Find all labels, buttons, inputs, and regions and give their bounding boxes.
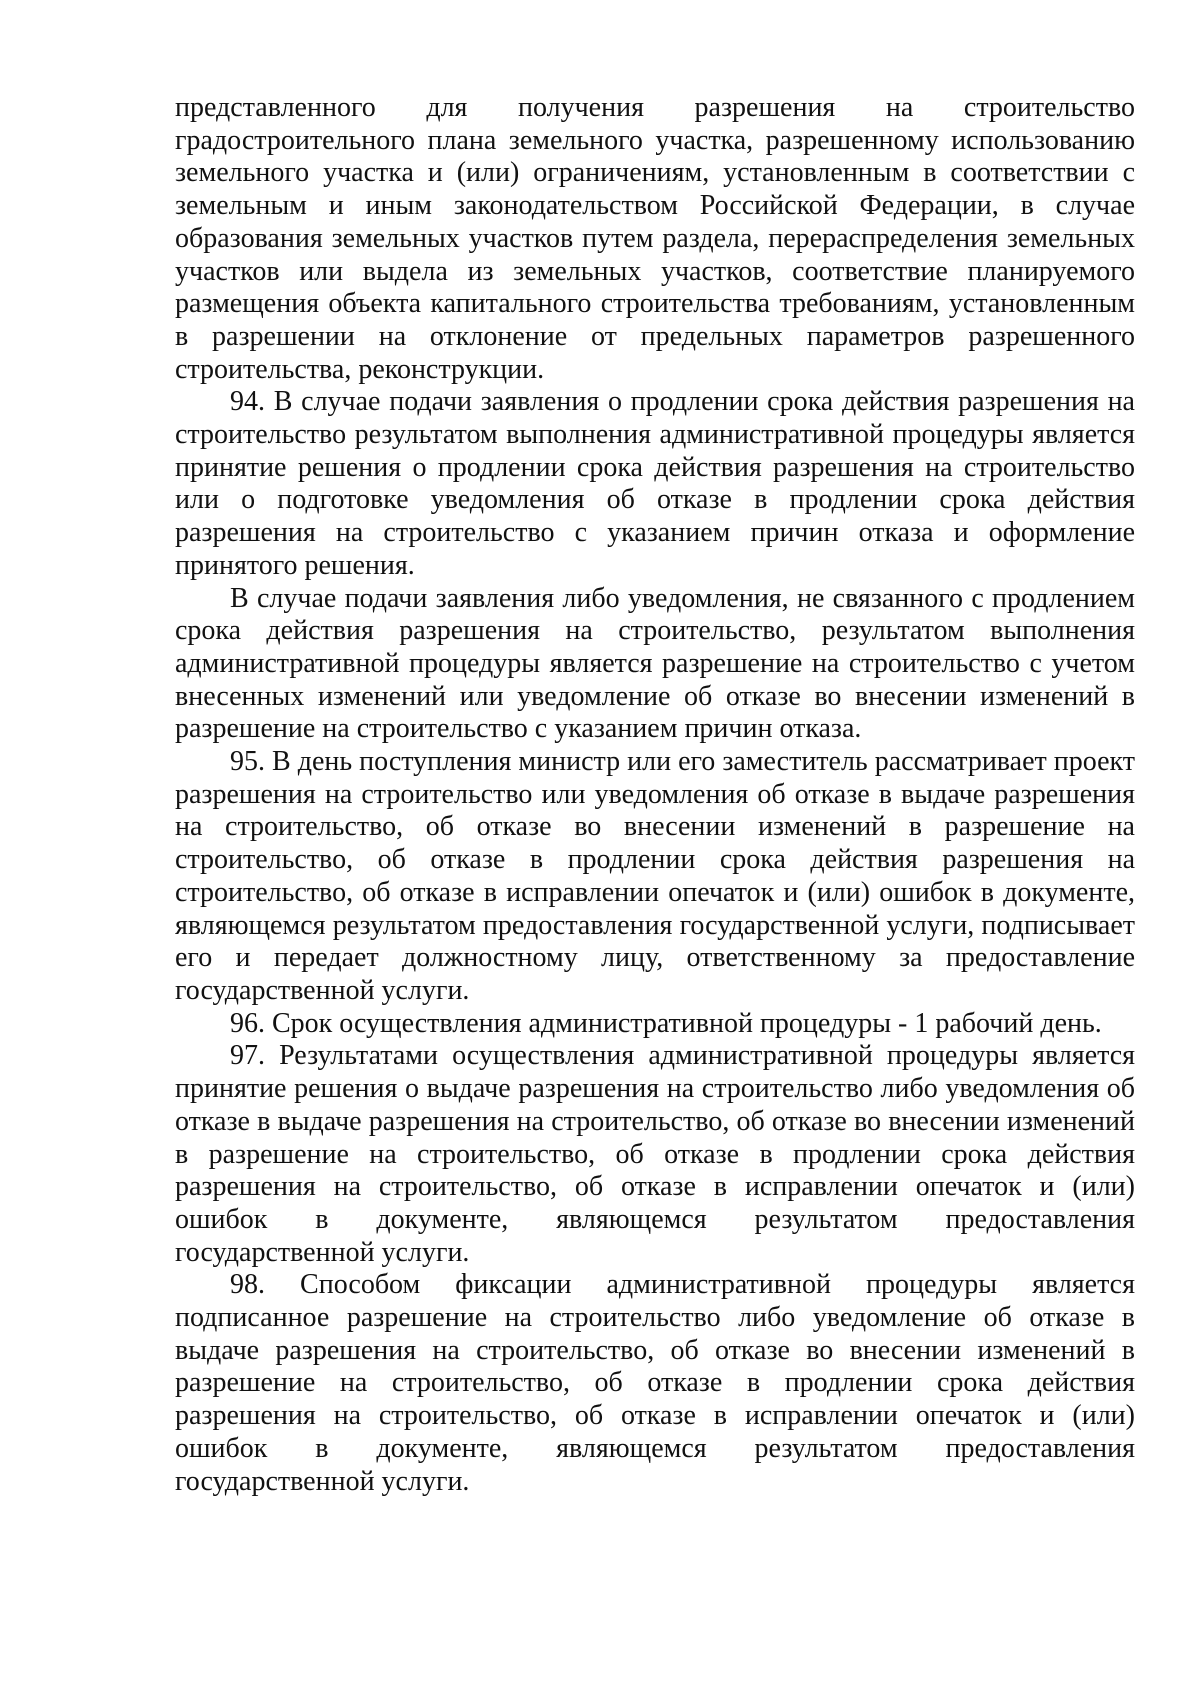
paragraph-94: 94. В случае подачи заявления о продлении срока действия разрешения на строительство результатом выполнения административной процедуры является принятие решения о продлении срока действия разрешения на строительство или о подготовке уведомления об отказе в продлении срока действия разрешения на строительство с указанием причин отказа и оформление принятого решения. [175, 386, 1135, 581]
paragraph-96: 96. Срок осуществления административной процедуры - 1 рабочий день. [230, 1007, 1102, 1039]
paragraph-98: 98. Способом фиксации административной процедуры является подписанное разрешение на строительство либо уведомление об отказе в выдаче разрешения на строительство, об отказе во внесении изменений в разрешение на строительство, об отказе в продлении срока действия разрешения на строительство, об отказе в исправлении опечаток и (или) ошибок в документе, являющемся результатом предоставления государственной услуги. [175, 1269, 1135, 1497]
paragraph-97: 97. Результатами осуществления административной процедуры является принятие решения о выдаче разрешения на строительство либо уведомления об отказе в выдаче разрешения на строительство, об отказе во внесении изменений в разрешение на строительство, об отказе в продлении срока действия разрешения на строительство, об отказе в исправлении опечаток и (или) ошибок в документе, являющемся результатом предоставления государственной услуги. [175, 1040, 1135, 1268]
paragraph-94-continued: В случае подачи заявления либо уведомления, не связанного с продлением срока действия разрешения на строительство, результатом выполнения административной процедуры является разрешение на строительство с учетом внесенных изменений или уведомление об отказе во внесении изменений в разрешение на строительство с указанием причин отказа. [175, 582, 1135, 745]
paragraph-continuation: представленного для получения разрешения на строительство градостроительного плана земельного участка, разрешенному использованию земельного участка и (или) ограничениям, установленным в соответствии с земельным и иным законодательством Российской Федерации, в случае образования земельных участков путем раздела, перераспределения земельных участков или выдела из земельных участков, соответствие планируемого размещения объекта капитального строительства требованиям, установленным в разрешении на отклонение от предельных параметров разрешенного строительства, реконструкции. [175, 92, 1135, 385]
paragraph-95: 95. В день поступления министр или его заместитель рассматривает проект разрешения на строительство или уведомления об отказе в выдаче разрешения на строительство, об отказе во внесении изменений в разрешение на строительство, об отказе в продлении срока действия разрешения на строительство, об отказе в исправлении опечаток и (или) ошибок в документе, являющемся результатом предоставления государственной услуги, подписывает его и передает должностному лицу, ответственному за предоставление государственной услуги. [175, 746, 1135, 1006]
document-body [175, 92, 1135, 1498]
